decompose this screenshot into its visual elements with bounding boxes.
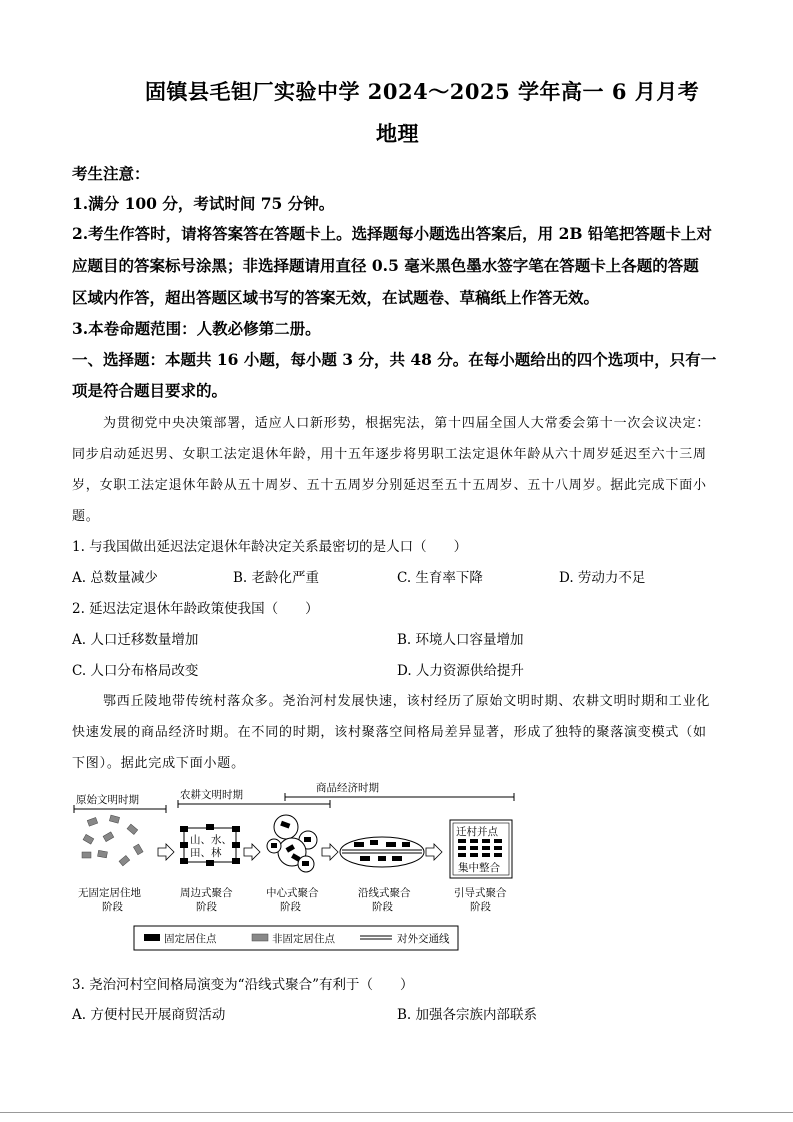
question-1-option-c: C. 生育率下降 bbox=[397, 570, 483, 586]
stage-1-label: 无固定居住地 bbox=[78, 887, 141, 899]
stage-5-label: 引导式聚合 bbox=[454, 887, 507, 899]
stage-1-label-b: 阶段 bbox=[102, 901, 123, 913]
passage-1-line-4: 题。 bbox=[72, 509, 100, 524]
page-bottom-rule bbox=[0, 1112, 793, 1113]
stage-5-label-b: 阶段 bbox=[470, 901, 491, 913]
legend-nonfixed-label: 非固定居住点 bbox=[272, 933, 335, 945]
notice-heading: 考生注意： bbox=[72, 164, 150, 183]
stage-3-label: 中心式聚合 bbox=[266, 887, 319, 899]
legend-transport-label: 对外交通线 bbox=[397, 933, 450, 945]
passage-2-line-2: 快速发展的商品经济时期。在不同的时期，该村聚落空间格局差异显著，形成了独特的聚落演变模式（如 bbox=[72, 725, 707, 740]
stage-2-label-b: 田、林 bbox=[190, 847, 222, 859]
exam-title: 固镇县毛钽厂实验中学 2024～2025 学年高一 6 月月考 bbox=[145, 79, 700, 104]
question-2-option-a: A. 人口迁移数量增加 bbox=[72, 632, 199, 648]
notice-item-3: 3.本卷命题范围：人教必修第二册。 bbox=[72, 319, 321, 338]
question-2-option-d: D. 人力资源供给提升 bbox=[397, 663, 524, 679]
stage-5-guided bbox=[450, 820, 512, 878]
legend bbox=[134, 926, 458, 950]
stage-2-label: 周边式聚合 bbox=[180, 887, 233, 899]
passage-2-line-1: 鄂西丘陵地带传统村落众多。尧治河村发展快速，该村经历了原始文明时期、农耕文明时期和工业化 bbox=[103, 694, 711, 709]
period-commodity-label: 商品经济时期 bbox=[316, 782, 379, 794]
stage-4-linear bbox=[340, 837, 424, 867]
notice-item-2-line-3: 区域内作答，超出答题区域书写的答案无效，在试题卷、草稿纸上作答无效。 bbox=[72, 288, 600, 307]
question-3-option-a: A. 方便村民开展商贸活动 bbox=[72, 1007, 226, 1023]
stage-4-label: 沿线式聚合 bbox=[358, 887, 411, 899]
stage-5-box-top: 迁村并点 bbox=[456, 826, 498, 838]
notice-item-1: 1.满分 100 分，考试时间 75 分钟。 bbox=[72, 194, 335, 213]
question-3-stem: 3. 尧治河村空间格局演变为“沿线式聚合”有利于（ ） bbox=[72, 977, 414, 993]
period-timelines bbox=[74, 793, 514, 813]
question-2-option-c: C. 人口分布格局改变 bbox=[72, 663, 199, 679]
passage-2-line-3: 下图）。据此完成下面小题。 bbox=[72, 756, 245, 771]
settlement-evolution-diagram bbox=[70, 776, 530, 956]
passage-1-line-2: 同步启动延迟男、女职工法定退休年龄，用十五年逐步将男职工法定退休年龄从六十周岁延迟至六十三周 bbox=[72, 447, 707, 462]
notice-item-2-line-1: 2.考生作答时，请将答案答在答题卡上。选择题每小题选出答案后，用 2B 铅笔把答题卡上对 bbox=[72, 224, 712, 243]
stage-2-label-a: 山、水、 bbox=[190, 834, 232, 846]
section-heading-line-1: 一、选择题：本题共 16 小题，每小题 3 分，共 48 分。在每小题给出的四个选项中，只有一 bbox=[72, 350, 717, 369]
question-3-option-b: B. 加强各宗族内部联系 bbox=[397, 1007, 538, 1023]
period-primitive-label: 原始文明时期 bbox=[76, 794, 139, 806]
passage-1-line-3: 岁，女职工法定退休年龄从五十周岁、五十五周岁分别延迟至五十五周岁、五十八周岁。据此完成下面小 bbox=[72, 478, 707, 493]
passage-1-line-1: 为贯彻党中央决策部署，适应人口新形势，根据宪法，第十四届全国人大常委会第十一次会议决定： bbox=[103, 416, 711, 431]
question-2-option-b: B. 环境人口容量增加 bbox=[397, 632, 524, 648]
question-1-option-a: A. 总数量减少 bbox=[72, 570, 158, 586]
stage-2-peripheral bbox=[180, 824, 240, 866]
stage-3-central bbox=[267, 815, 317, 872]
question-2-stem: 2. 延迟法定退休年龄政策使我国（ ） bbox=[72, 601, 319, 617]
question-1-stem: 1. 与我国做出延迟法定退休年龄决定关系最密切的是人口（ ） bbox=[72, 539, 468, 555]
question-1-option-b: B. 老龄化严重 bbox=[233, 570, 320, 586]
stage-1-scattered-points bbox=[82, 815, 143, 866]
stage-5-box-bottom: 集中整合 bbox=[458, 862, 500, 874]
stage-2-label-b: 阶段 bbox=[196, 901, 217, 913]
question-1-option-d: D. 劳动力不足 bbox=[559, 570, 646, 586]
stage-3-label-b: 阶段 bbox=[280, 901, 301, 913]
notice-item-2-line-2: 应题目的答案标号涂黑；非选择题请用直径 0.5 毫米黑色墨水签字笔在答题卡上各题的答题 bbox=[72, 256, 699, 275]
legend-fixed-label: 固定居住点 bbox=[164, 933, 217, 945]
subject-title: 地理 bbox=[376, 121, 419, 146]
section-heading-line-2: 项是符合题目要求的。 bbox=[72, 381, 228, 400]
period-farming-label: 农耕文明时期 bbox=[180, 789, 243, 801]
stage-4-label-b: 阶段 bbox=[372, 901, 393, 913]
